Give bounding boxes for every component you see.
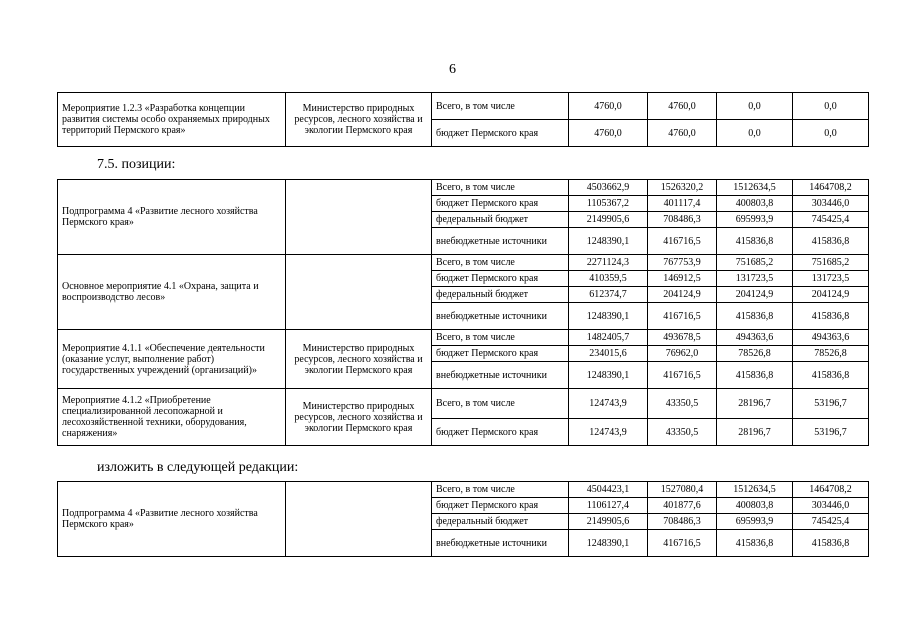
amount-cell: 1482405,7 — [569, 330, 648, 346]
amount-cell: 1512634,5 — [717, 482, 793, 498]
amount-cell: 4504423,1 — [569, 482, 648, 498]
funding-source-cell: бюджет Пермского края — [432, 196, 569, 212]
amount-cell: 416716,5 — [648, 362, 717, 389]
funding-source-cell: бюджет Пермского края — [432, 498, 569, 514]
amount-cell: 401117,4 — [648, 196, 717, 212]
amount-cell: 1512634,5 — [717, 180, 793, 196]
funding-source-cell: внебюджетные источники — [432, 303, 569, 330]
amount-cell: 708486,3 — [648, 212, 717, 228]
amount-cell: 416716,5 — [648, 228, 717, 255]
amount-cell: 4503662,9 — [569, 180, 648, 196]
amount-cell: 0,0 — [717, 120, 793, 147]
funding-source-cell: бюджет Пермского края — [432, 271, 569, 287]
amount-cell: 415836,8 — [793, 362, 869, 389]
executor-cell: Министерство природных ресурсов, лесного хозяйства и экологии Пермского края — [286, 93, 432, 147]
amount-cell: 401877,6 — [648, 498, 717, 514]
amount-cell: 1248390,1 — [569, 362, 648, 389]
amount-cell: 43350,5 — [648, 389, 717, 419]
amount-cell: 1105367,2 — [569, 196, 648, 212]
table-row — [58, 180, 869, 196]
budget-table-1 — [57, 92, 869, 147]
amount-cell: 303446,0 — [793, 498, 869, 514]
amount-cell: 1464708,2 — [793, 482, 869, 498]
amount-cell: 146912,5 — [648, 271, 717, 287]
funding-source-cell: бюджет Пермского края — [432, 120, 569, 147]
amount-cell: 493678,5 — [648, 330, 717, 346]
amount-cell: 124743,9 — [569, 389, 648, 419]
amount-cell: 751685,2 — [793, 255, 869, 271]
program-name-cell: Подпрограмма 4 «Развитие лесного хозяйства Пермского края» — [58, 482, 286, 557]
amount-cell: 745425,4 — [793, 212, 869, 228]
budget-table-3 — [57, 481, 869, 557]
executor-cell: Министерство природных ресурсов, лесного хозяйства и экологии Пермского края — [286, 389, 432, 446]
funding-source-cell: Всего, в том числе — [432, 180, 569, 196]
amount-cell: 767753,9 — [648, 255, 717, 271]
amount-cell: 4760,0 — [569, 120, 648, 147]
amount-cell: 28196,7 — [717, 389, 793, 419]
amount-cell: 2149905,6 — [569, 514, 648, 530]
amount-cell: 494363,6 — [717, 330, 793, 346]
funding-source-cell: Всего, в том числе — [432, 255, 569, 271]
amount-cell: 400803,8 — [717, 196, 793, 212]
amount-cell: 2271124,3 — [569, 255, 648, 271]
program-name-cell: Мероприятие 1.2.3 «Разработка концепции развития системы особо охраняемых природных территорий Пермского края» — [58, 93, 286, 147]
funding-source-cell: Всего, в том числе — [432, 330, 569, 346]
amount-cell: 415836,8 — [793, 228, 869, 255]
table-row — [58, 389, 869, 419]
amount-cell: 234015,6 — [569, 346, 648, 362]
amount-cell: 708486,3 — [648, 514, 717, 530]
program-name-cell: Мероприятие 4.1.1 «Обеспечение деятельности (оказание услуг, выполнение работ) государственных учреждений (организаций)» — [58, 330, 286, 389]
funding-source-cell: Всего, в том числе — [432, 93, 569, 120]
funding-source-cell: внебюджетные источники — [432, 530, 569, 557]
amount-cell: 695993,9 — [717, 514, 793, 530]
amount-cell: 78526,8 — [793, 346, 869, 362]
amount-cell: 131723,5 — [717, 271, 793, 287]
amount-cell: 1248390,1 — [569, 530, 648, 557]
funding-source-cell: Всего, в том числе — [432, 482, 569, 498]
amount-cell: 612374,7 — [569, 287, 648, 303]
funding-source-cell: федеральный бюджет — [432, 514, 569, 530]
amount-cell: 1248390,1 — [569, 303, 648, 330]
amount-cell: 131723,5 — [793, 271, 869, 287]
funding-source-cell: Всего, в том числе — [432, 389, 569, 419]
amount-cell: 415836,8 — [717, 303, 793, 330]
amount-cell: 410359,5 — [569, 271, 648, 287]
amount-cell: 415836,8 — [793, 530, 869, 557]
heading-new-edition: изложить в следующей редакции: — [97, 460, 299, 475]
amount-cell: 4760,0 — [648, 120, 717, 147]
amount-cell: 745425,4 — [793, 514, 869, 530]
funding-source-cell: бюджет Пермского края — [432, 419, 569, 446]
table-row — [58, 93, 869, 120]
amount-cell: 43350,5 — [648, 419, 717, 446]
table-row — [58, 255, 869, 271]
amount-cell: 751685,2 — [717, 255, 793, 271]
funding-source-cell: бюджет Пермского края — [432, 346, 569, 362]
funding-source-cell: федеральный бюджет — [432, 212, 569, 228]
amount-cell: 1106127,4 — [569, 498, 648, 514]
amount-cell: 2149905,6 — [569, 212, 648, 228]
amount-cell: 400803,8 — [717, 498, 793, 514]
amount-cell: 53196,7 — [793, 419, 869, 446]
amount-cell: 415836,8 — [717, 228, 793, 255]
amount-cell: 76962,0 — [648, 346, 717, 362]
program-name-cell: Мероприятие 4.1.2 «Приобретение специализированной лесопожарной и лесохозяйственной техники, оборудования, снаряжения» — [58, 389, 286, 446]
amount-cell: 415836,8 — [717, 362, 793, 389]
amount-cell: 0,0 — [793, 93, 869, 120]
amount-cell: 1526320,2 — [648, 180, 717, 196]
amount-cell: 0,0 — [793, 120, 869, 147]
executor-cell — [286, 180, 432, 255]
amount-cell: 204124,9 — [717, 287, 793, 303]
amount-cell: 303446,0 — [793, 196, 869, 212]
amount-cell: 204124,9 — [793, 287, 869, 303]
amount-cell: 494363,6 — [793, 330, 869, 346]
funding-source-cell: внебюджетные источники — [432, 362, 569, 389]
budget-table-2 — [57, 179, 869, 446]
table-row — [58, 330, 869, 346]
amount-cell: 0,0 — [717, 93, 793, 120]
amount-cell: 78526,8 — [717, 346, 793, 362]
program-name-cell: Основное мероприятие 4.1 «Охрана, защита и воспроизводство лесов» — [58, 255, 286, 330]
funding-source-cell: внебюджетные источники — [432, 228, 569, 255]
amount-cell: 1527080,4 — [648, 482, 717, 498]
executor-cell: Министерство природных ресурсов, лесного хозяйства и экологии Пермского края — [286, 330, 432, 389]
table-row — [58, 482, 869, 498]
amount-cell: 4760,0 — [569, 93, 648, 120]
program-name-cell: Подпрограмма 4 «Развитие лесного хозяйства Пермского края» — [58, 180, 286, 255]
executor-cell — [286, 255, 432, 330]
amount-cell: 416716,5 — [648, 530, 717, 557]
amount-cell: 28196,7 — [717, 419, 793, 446]
amount-cell: 53196,7 — [793, 389, 869, 419]
page-number: 6 — [449, 62, 456, 77]
amount-cell: 1248390,1 — [569, 228, 648, 255]
heading-positions: 7.5. позиции: — [97, 157, 176, 172]
amount-cell: 416716,5 — [648, 303, 717, 330]
amount-cell: 415836,8 — [717, 530, 793, 557]
amount-cell: 415836,8 — [793, 303, 869, 330]
amount-cell: 1464708,2 — [793, 180, 869, 196]
funding-source-cell: федеральный бюджет — [432, 287, 569, 303]
amount-cell: 124743,9 — [569, 419, 648, 446]
amount-cell: 695993,9 — [717, 212, 793, 228]
amount-cell: 204124,9 — [648, 287, 717, 303]
executor-cell — [286, 482, 432, 557]
amount-cell: 4760,0 — [648, 93, 717, 120]
